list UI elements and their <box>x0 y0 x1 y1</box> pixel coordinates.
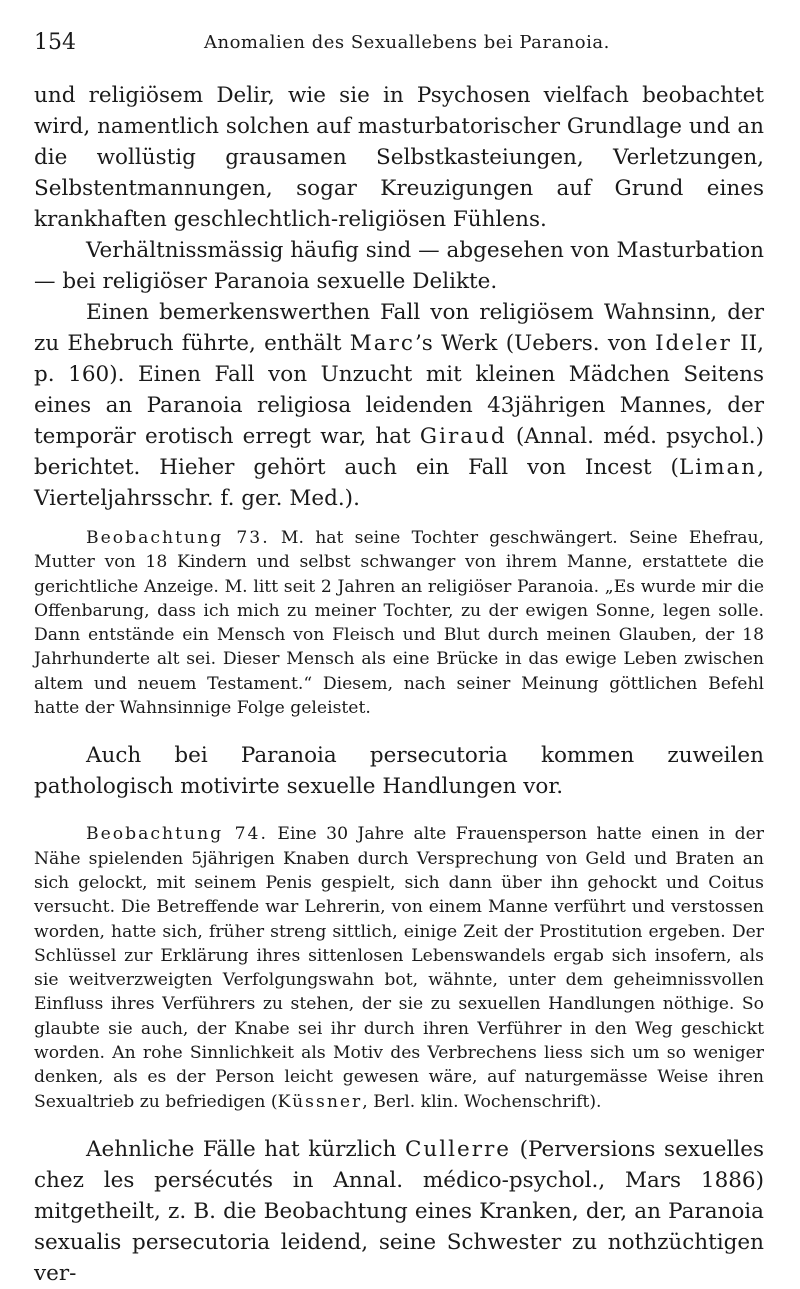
text-run: (Annal. méd. psychol.) berichtet. Hieher gehört auch ein Fall von Incest ( <box>34 424 764 480</box>
text-run: , Vierteljahrsschr. f. ger. Med.). <box>34 455 764 511</box>
page-header <box>34 30 764 64</box>
text-run: II, p. 160). Einen Fall von Unzucht mit kleinen Mädchen Seitens eines an Paranoia religiosa leidenden 43jährigen Mannes, der temporär erotisch erregt war, hat <box>34 331 765 449</box>
paragraph-p5 <box>34 740 764 802</box>
spaced-emphasis: Giraud <box>419 424 507 449</box>
spaced-emphasis: Ideler <box>655 331 732 356</box>
paragraph-p3 <box>34 297 764 514</box>
text-run: und religiösem Delir, wie sie in Psychosen vielfach beobachtet wird, namentlich solchen auf masturbatorischer Grundlage und an die wollüstig grausamen Selbstkasteiungen, Verletzungen, Selbstentmannungen, sogar Kreuzigungen auf Grund eines krankhaften geschlechtlich-religiösen Fühlens. <box>34 83 764 232</box>
text-run: Auch bei Paranoia persecutoria kommen zuweilen pathologisch motivirte sexuelle Handlungen vor. <box>34 743 764 800</box>
paragraph-p1 <box>34 80 764 235</box>
spaced-emphasis: Liman <box>678 455 758 480</box>
spaced-emphasis: Beobachtung 73. <box>86 528 270 548</box>
running-title: Anomalien des Sexuallebens bei Paranoia. <box>204 32 610 53</box>
page-number: 154 <box>34 30 76 55</box>
text-run: , Berl. klin. Wochenschrift). <box>362 1091 602 1112</box>
text-run: Verhältnissmässig häufig sind — abgesehen von Masturbation — bei religiöser Paranoia sexuelle Delikte. <box>34 238 764 294</box>
text-run: ’s Werk (Uebers. von <box>414 331 656 356</box>
text-run: Eine 30 Jahre alte Frauensperson hatte einen in der Nähe spielenden 5jährigen Knaben durch Versprechung von Geld und Braten an sich gelockt, mit seinem Penis gespielt, sich dann über ihn gehockt und Coitus versucht. Die Betreffende war Lehrerin, von einem Manne verführt und verstossen worden, hatte sich, früher streng sittlich, einige Zeit der Prostitution ergeben. Der Schlüssel zur Erklärung ihres sittenlosen Lebenswandels ergab sich insofern, als sie weitverzweigten Verfolgungswahn bot, wähnte, unter dem geheimnissvollen Einfluss ihres Verführers zu stehen, der sie zu sexuellen Handlungen nöthige. So glaubte sie auch, der Knabe sei ihr durch ihren Verführer in den Weg geschickt worden. An rohe Sinnlichkeit als Motiv des Verbrechens liess sich um so weniger denken, als es der Person leicht gewesen wäre, auf naturgemässe Weise ihren Sexualtrieb zu befriedigen ( <box>34 824 764 1112</box>
paragraph-p4 <box>34 526 764 720</box>
spaced-emphasis: Marc <box>349 331 415 356</box>
text-run: (Perversions sexuelles chez les persécutés in Annal. médico-psychol., Mars 1886) mitgetheilt, z. B. die Beobachtung eines Kranken, der, an Paranoia sexualis persecutoria leidend, seine Schwester zu nothzüchtigen ver- <box>34 1136 765 1286</box>
spaced-emphasis: Beobachtung 74. <box>86 824 268 845</box>
paragraph-p7 <box>34 1134 764 1289</box>
spaced-emphasis: Cullerre <box>404 1136 512 1162</box>
main-text <box>34 80 764 1289</box>
text-run: M. hat seine Tochter geschwängert. Seine Ehefrau, Mutter von 18 Kindern und selbst schwanger von ihrem Manne, erstattete die gerichtliche Anzeige. M. litt seit 2 Jahren an religiöser Paranoia. „Es wurde mir die Offenbarung, dass ich mich zu meiner Tochter, zu der ewigen Sonne, legen solle. Dann entstände ein Mensch von Fleisch und Blut durch meinen Glauben, der 18 Jahrhunderte alt sei. Dieser Mensch als eine Brücke in das ewige Leben zwischen altem und neuem Testament.“ Diesem, nach seiner Meinung göttlichen Befehl hatte der Wahnsinnige Folge geleistet. <box>34 528 764 719</box>
paragraph-p6 <box>34 822 764 1114</box>
text-run: Aehnliche Fälle hat kürzlich <box>86 1136 405 1162</box>
spaced-emphasis: Küssner <box>277 1091 363 1112</box>
text-run: Einen bemerkenswerthen Fall von religiösem Wahnsinn, der zu Ehebruch führte, enthält <box>34 300 764 356</box>
paragraph-p2 <box>34 235 764 297</box>
